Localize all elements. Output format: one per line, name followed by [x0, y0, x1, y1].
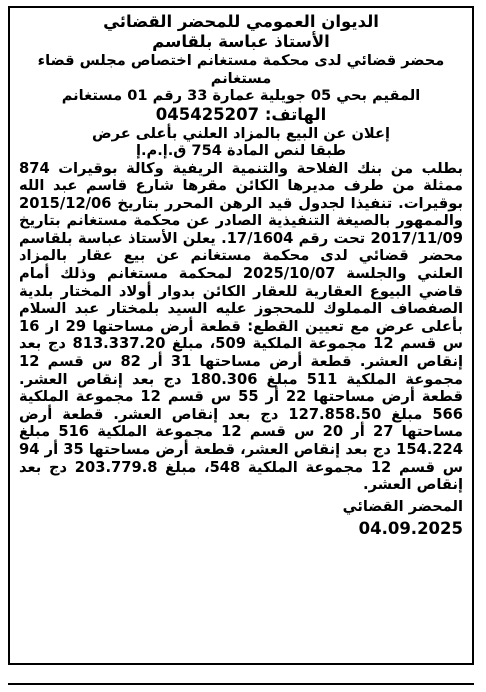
notice-body: بطلب من بنك الفلاحة والتنمية الريفية وكالة بوقيرات 874 ممثلة من طرف مديرها الكائن مقرها شارع قاسم عبد الله بوقيرات. تنفيذا لجدول قيد الرهن المحرر بتاريخ 2015/12/06 والممهور بالصيغة التنفيذية الصادر عن محكمة مستغانم بتاريخ 2017/11/09 تحت رقم 17/1604. يعلن الأستاذ عباسة بلقاسم محضر قضائي لدى محكمة مستغانم عن بيع عقار بالمزاد العلني والجلسة 2025/10/07 لمحكمة مستغانم وذلك أمام قاضي البيوع العقارية للعقار الكائن بدوار أولاد المختار بلدية الصفصاف المملوك للمحجوز عليه السيد بلمختار عبد السلام بأعلى عرض مع تعيين القطع: قطعة أرض مساحتها 29 ار 16 س قسم 12 مجموعة الملكية 509، مبلغ 813.337.20 دج بعد إنقاص العشر. قطعة أرض مساحتها 31 أر 82 س قسم 12 مجموعة الملكية 511 مبلغ 180.306 دج بعد إنقاص العشر. قطعة أرض مساحتها 22 أر 55 س قسم 12 مجموعة الملكية 566 مبلغ 127.858.50 دج بعد إنقاص العشر. قطعة أرض مساحتها 27 أر 20 س قسم 12 مجموعة الملكية 516 مبلغ 154.224 دج بعد إنقاص العشر، قطعة أرض مساحتها 35 أر 94 س قسم 12 مجموعة الملكية 548، مبلغ 203.779.8 دج بعد إنقاص العشر. — [19, 159, 464, 494]
bailiff-role: محضر قضائي لدى محكمة مستغانم اختصاص مجلس قضاء مستغانم — [37, 52, 445, 87]
divider — [8, 683, 474, 685]
notice-date: 04.09.2025 — [358, 518, 463, 538]
signature: المحضر القضائي — [342, 497, 463, 515]
bailiff-phone: الهاتف: 045425207 — [155, 104, 327, 124]
bailiff-address: المقيم بحي 05 جويلية عمارة 33 رقم 01 مستغانم — [61, 87, 421, 104]
bailiff-name: الأستاذ عباسة بلقاسم — [152, 32, 330, 51]
announcement-title: إعلان عن البيع بالمزاد العلني بأعلى عرض — [92, 124, 390, 142]
announcement-subtitle: طبقا لنص المادة 754 ق.إ.م.إ — [135, 142, 347, 159]
office-title: الديوان العمومي للمحضر القضائي — [103, 12, 379, 31]
legal-notice — [8, 6, 474, 665]
